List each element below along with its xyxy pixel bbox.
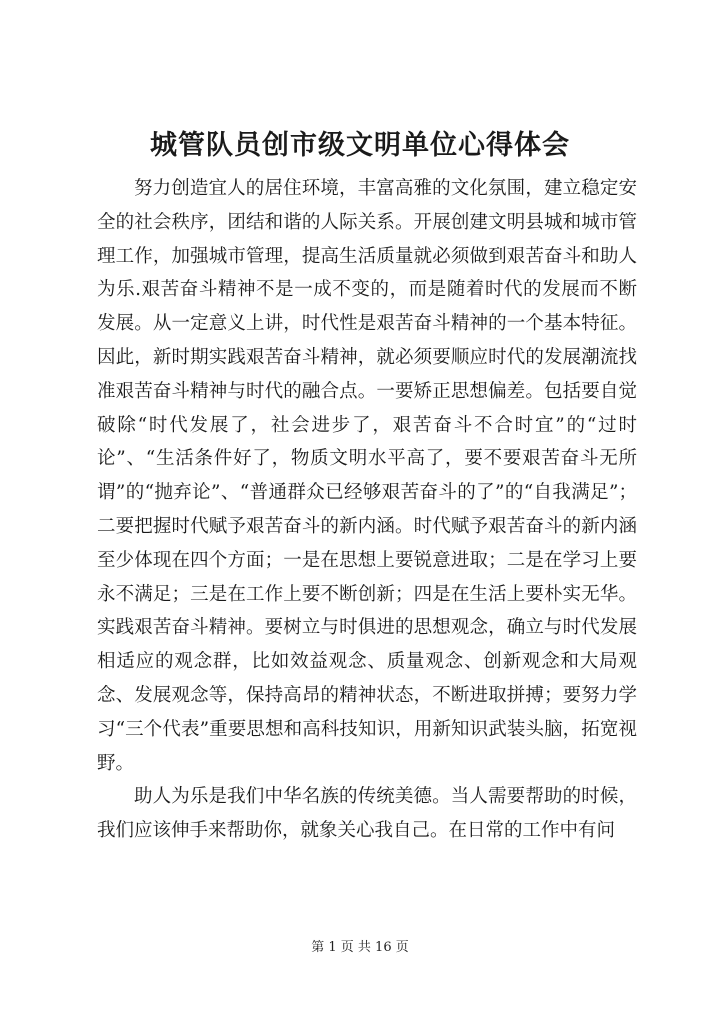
page-footer: 第 1 页 共 16 页 (311, 940, 409, 955)
paragraph: 助人为乐是我们中华名族的传统美德。当人需要帮助的时候，我们应该伸手来帮助你，就象关心我自己。在日常的工作中有问 (97, 786, 637, 842)
document-body (97, 172, 637, 848)
paragraph: 努力创造宜人的居住环境，丰富高雅的文化氛围，建立稳定安全的社会秩序，团结和谐的人际关系。开展创建文明县城和城市管理工作，加强城市管理，提高生活质量就必须做到艰苦奋斗和助人为乐.艰苦奋斗精神不是一成不变的，而是随着时代的发展而不断发展。从一定意义上讲，时代性是艰苦奋斗精神的一个基本特征。因此，新时期实践艰苦奋斗精神，就必须要顺应时代的发展潮流找准艰苦奋斗精神与时代的融合点。一要矫正思想偏差。包括要自觉破除“时代发展了，社会进步了，艰苦奋斗不合时宜”的“过时论”、“生活条件好了，物质文明水平高了，要不要艰苦奋斗无所谓”的“抛弃论”、“普通群众已经够艰苦奋斗的了”的“自我满足”；二要把握时代赋予艰苦奋斗的新内涵。时代赋予艰苦奋斗的新内涵至少体现在四个方面；一是在思想上要锐意进取；二是在学习上要永不满足；三是在工作上要不断创新；四是在生活上要朴实无华。实践艰苦奋斗精神。要树立与时俱进的思想观念，确立与时代发展相适应的观念群，比如效益观念、质量观念、创新观念和大局观念、发展观念等，保持高昂的精神状态，不断进取拼搏；要努力学习“三个代表”重要思想和高科技知识，用新知识武装头脑，拓宽视野。 (97, 178, 637, 774)
document-title: 城管队员创市级文明单位心得体会 (150, 130, 570, 161)
